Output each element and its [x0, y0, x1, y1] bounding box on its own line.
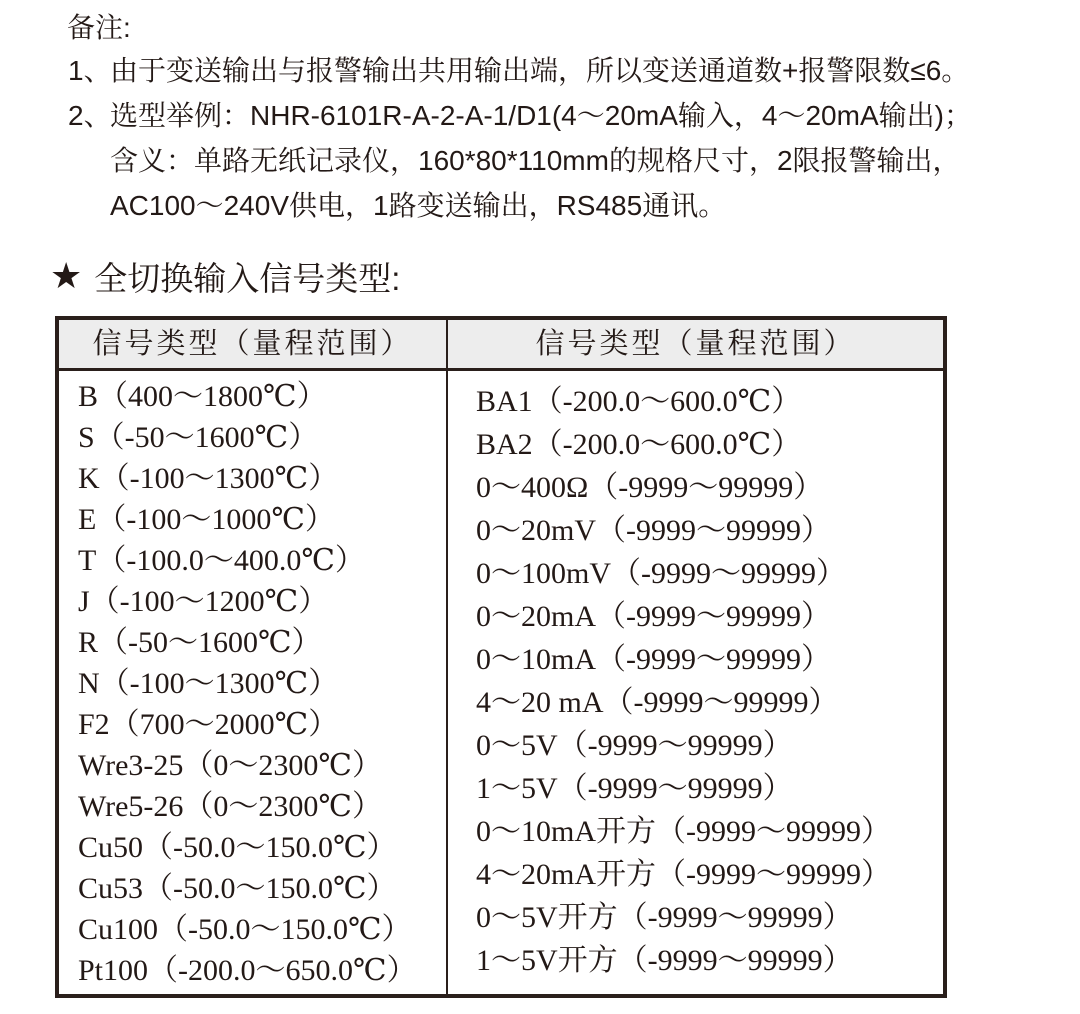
signal-row: Cu53（-50.0～150.0℃）: [78, 872, 397, 905]
table-header-cell-left: 信号类型（量程范围）: [59, 320, 448, 368]
signal-row: E（-100～1000℃）: [78, 503, 335, 536]
signal-row: S（-50～1600℃）: [78, 421, 319, 454]
signal-row: 1～5V（-9999～99999）: [476, 772, 793, 805]
section-title: [50, 254, 1080, 298]
signal-table-header: [59, 320, 943, 371]
signal-row: F2（700～2000℃）: [78, 708, 339, 741]
note-text: 由于变送输出与报警输出共用输出端，所以变送通道数+报警限数≤6。: [110, 55, 970, 86]
signal-row: 1～5V开方（-9999～99999）: [476, 944, 853, 977]
signal-row: Cu100（-50.0～150.0℃）: [78, 913, 412, 946]
note-text: AC100～240V供电，1路变送输出，RS485通讯。: [110, 190, 727, 221]
signal-row: K（-100～1300℃）: [78, 462, 339, 495]
signal-row: Wre5-26（0～2300℃）: [78, 790, 382, 823]
note-marker: 1、: [68, 55, 112, 86]
notes-heading: 备注:: [67, 12, 131, 43]
note-marker: [68, 138, 110, 183]
note-line: [0, 48, 1080, 93]
note-marker: [68, 183, 110, 228]
table-header-cell-right: 信号类型（量程范围）: [535, 328, 856, 360]
signal-row: 0～20mA（-9999～99999）: [476, 600, 831, 633]
note-text: 含义：单路无纸记录仪，160*80*110mm的规格尺寸，2限报警输出，: [110, 145, 961, 176]
note-line: [0, 93, 1080, 138]
signal-row: 0～100mV（-9999～99999）: [476, 557, 846, 590]
star-icon: ★: [50, 255, 83, 296]
note-text: 选型举例：NHR-6101R-A-2-A-1/D1(4～20mA输入，4～20mA输出)；: [110, 100, 972, 131]
note-marker: 2、: [68, 100, 112, 131]
signal-row: 0～400Ω（-9999～99999）: [476, 471, 824, 504]
notes-section: [0, 0, 1080, 228]
signal-row: N（-100～1300℃）: [78, 667, 339, 700]
signal-row: R（-50～1600℃）: [78, 626, 322, 659]
signal-row: Wre3-25（0～2300℃）: [78, 749, 382, 782]
section-title-text: 全切换输入信号类型:: [94, 259, 401, 297]
signal-table-body: [59, 371, 943, 994]
signal-row: T（-100.0～400.0℃）: [78, 544, 365, 577]
signal-row: 4～20mA开方（-9999～99999）: [476, 858, 891, 891]
table-column-left: [59, 371, 448, 994]
signal-row: Pt100（-200.0～650.0℃）: [78, 954, 417, 987]
signal-row: 0～10mA开方（-9999～99999）: [476, 815, 891, 848]
signal-row: B（400～1800℃）: [78, 380, 327, 413]
signal-row: 0～5V（-9999～99999）: [476, 729, 793, 762]
note-line: [0, 138, 1080, 183]
note-line: [0, 183, 1080, 228]
signal-table: [55, 316, 947, 998]
signal-row: BA2（-200.0～600.0℃）: [476, 428, 802, 461]
signal-row: Cu50（-50.0～150.0℃）: [78, 831, 397, 864]
signal-row: 0～5V开方（-9999～99999）: [476, 901, 853, 934]
table-column-right: [448, 371, 943, 994]
signal-row: J（-100～1200℃）: [78, 585, 329, 618]
signal-row: 0～10mA（-9999～99999）: [476, 643, 831, 676]
signal-row: BA1（-200.0～600.0℃）: [476, 385, 802, 418]
signal-row: 0～20mV（-9999～99999）: [476, 514, 831, 547]
signal-row: 4～20 mA（-9999～99999）: [476, 686, 839, 719]
